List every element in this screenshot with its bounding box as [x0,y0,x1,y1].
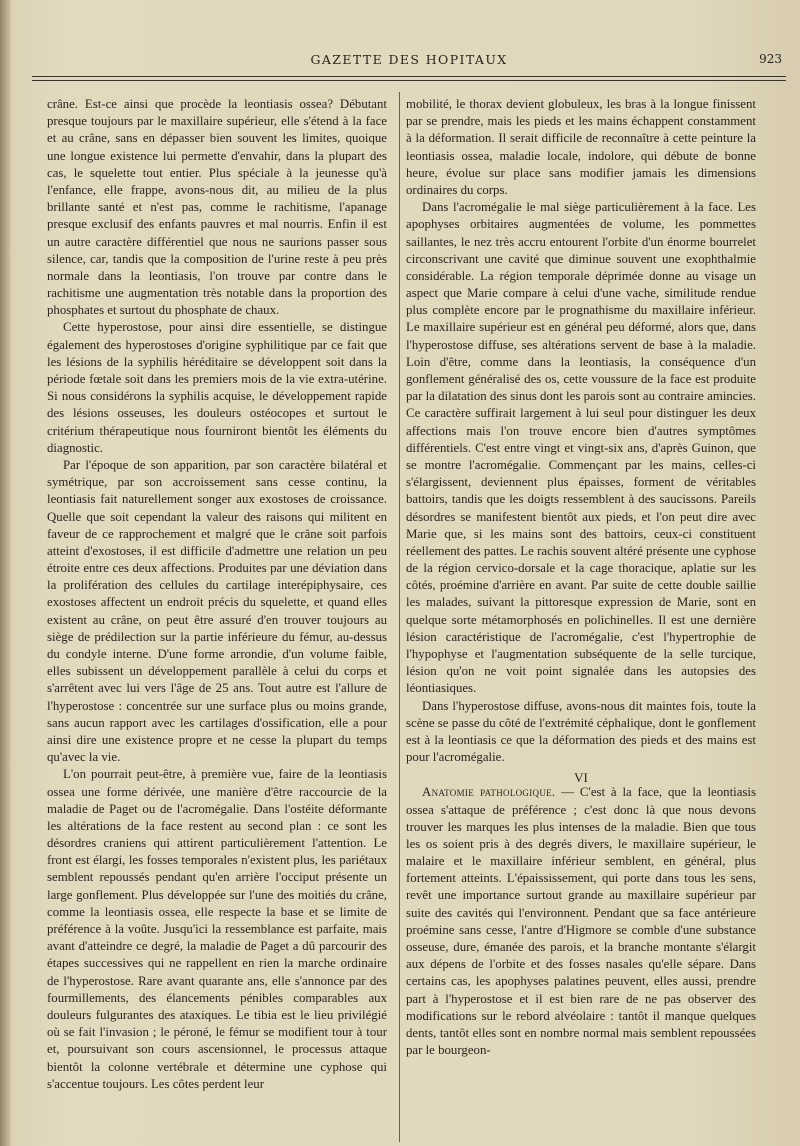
paragraph: Par l'époque de son apparition, par son caractère bilatéral et symétrique, par son accroissement sans cesse continu, la leontiasis fait naturellement songer aux exostoses de croissance. Quelle que soit cependant la valeur des raisons qui militent en faveur de ce rapprochement et malgré que le crâne soit parfois atteint d'exostoses, il est difficile d'admettre une relation un peu étroite entre ces deux affections. Produites par une déviation dans la prolifération des cellules du cartilage interépiphysaire, ces exostoses affectent un endroit précis du squelette, et quand elles existent au crâne, on peut être assuré d'en trouver toujours au siège de prédilection sur la partie inférieure du fémur, au-dessus du condyle interne. D'une forme arrondie, d'un volume faible, elles subissent un développement parallèle à celui du corps et s'arrêtent avec lui vers l'âge de 25 ans. Tout autre est l'allure de l'hyperostose : concentrée sur une surface plus ou moins grande, sans aucun rapport avec les cartilages d'ossification, elle a pour ainsi dire une existence propre et ne cesse la plupart du temps qu'avec la vie. [47,457,387,765]
paragraph: L'on pourrait peut-être, à première vue, faire de la leontiasis ossea une forme dérivée, une manière d'être raccourcie de la maladie de Paget ou de l'acromégalie. Dans l'ostéite déformante les altérations de la face restent au second plan : ce sont les désordres craniens qui attirent particulièrement l'attention. Le front est élargi, les fosses temporales n'existent plus, les pariétaux semblent repoussés pendant qu'en arrière l'occiput présente un large gonflement. Plus développée sur l'une des moitiés du crâne, comme la leontiasis ossea, elle respecte la base et se limite de préférence à la voûte. Jusqu'ici la ressemblance est parfaite, mais avant d'atteindre ce degré, la maladie de Paget a dû parcourir des étapes successives qui ne rappellent en rien la marche ordinaire de l'hyperostose. Rare avant quarante ans, elle s'annonce par des fourmillements, des élancements pénibles comparables aux douleurs fulgurantes des ataxiques. Le tibia est le lieu privilégié où se fait l'invasion ; le péroné, le fémur se modifient tour à tour et, poursuivant son cours ascensionnel, le processus attaque bientôt la colonne vertébrale et détermine une cyphose qui s'accentue toujours. Les côtes perdent leur [47,767,387,1091]
page-number: 923 [759,52,782,66]
column-divider [399,92,400,1142]
paragraph: mobilité, le thorax devient globuleux, les bras à la longue finissent par se prendre, mais les pieds et les mains échappent constamment à la déformation. Il serait difficile de reconnaître à cette peinture la leontiasis ossea, maladie locale, indolore, qui débute de bonne heure, évolue sur place sans modifier jamais les dimensions ordinaires du corps. [406,97,756,197]
section-paragraph [406,784,756,1059]
paragraph: Cette hyperostose, pour ainsi dire essentielle, se distingue également des hyperostoses d'origine syphilitique par ce fait que les lésions de la syphilis héréditaire se développent soit dans la période fœtale soit dans les premiers mois de la vie extra-utérine. Si nous considérons la syphilis acquise, le développement rapide des lésions osseuses, les douleurs ostéocopes et surtout le critérium thérapeutique nous fourniront bientôt les éléments du diagnostic. [47,320,387,455]
running-title: GAZETTE DES HOPITAUX [310,52,508,67]
page-header [32,52,786,72]
paragraph: Dans l'hyperostose diffuse, avons-nous dit maintes fois, toute la scène se passe du côté de l'extrémité céphalique, dont le gonflement est à la leontiasis ce que la déformation des pieds et des mains est pour l'acromégalie. [406,698,756,765]
section-number: VI [574,770,588,786]
left-column [47,96,387,1093]
right-column [406,96,756,1059]
header-rule [32,76,786,77]
paragraph: crâne. Est-ce ainsi que procède la leontiasis ossea? Débutant presque toujours par le maxillaire supérieur, elle s'étend à la face et au crâne, sans en dépasser bien souvent les limites, quoique une longue existence lui permette d'envahir, dans la plupart des cas, le squelette tout entier. Plus spéciale à la jeunesse qu'à l'enfance, elle frappe, avons-nous dit, au milieu de la plus brillante santé et n'est pas, comme le rachitisme, l'apanage presque exclusif des enfants pauvres et mal nourris. Enfin il est un autre caractère différentiel que nous ne saurions passer sous silence, car, tandis que la composition de l'urine reste à peu près normale dans la leontiasis, l'on trouve par contre dans le rachitisme une augmentation très notable dans la proportion des phosphates et surtout du phosphate de chaux. [47,97,387,318]
section-heading: Anatomie pathologique. [422,785,556,800]
header-rule-thin [32,80,786,81]
section-body: — C'est à la face, que la leontiasis ossea s'attaque de préférence ; c'est donc là que nous devons trouver les marques les plus intenses de la maladie. Bien que tous les os soient pris à des degrés divers, le maxillaire supérieur, le malaire et le maxillaire inférieur semblent, en général, plus fortement atteints. L'épaississement, qui porte dans tous les sens, revêt une importance surtout grande au maxillaire supérieur par suite des cavités qui l'environnent. Pendant que sa face antérieure proémine sans cesse, l'antre d'Higmore se comble d'une substance osseuse, dure, émanée des parois, et la branche montante s'élargit aux dépens de l'orbite et des fosses nasales qu'elle sépare. Dans certains cas, les apophyses palatines peuvent, elles aussi, prendre part à l'hyperostose et il est bien rare de ne pas observer des modifications sur le rebord alvéolaire : tantôt il manque quelques dents, tantôt elles sont en nombre normal mais semblent repoussées par le bourgeon- [406,785,756,1058]
paragraph: Dans l'acromégalie le mal siège particulièrement à la face. Les apophyses orbitaires augmentées de volume, les pommettes saillantes, le nez très accru entourent l'orbite d'un énorme bourrelet circonscrivant une cavité que diminue souvent une exophthalmie considérable. La région temporale déprimée donne au visage un aspect que Marie compare à celui d'une vache, similitude rendue plus complète encore par le prognathisme du maxillaire inférieur. Le maxillaire supérieur est en général peu déformé, alors que, dans l'hyperostose diffuse, ses altérations servent de base à la maladie. Loin d'être, comme dans la leontiasis, la conséquence d'un gonflement généralisé des os, cette voussure de la face est produite par la dilatation des sinus dont les parois sont au contraire amincies. Ce caractère suffirait largement à lui seul pour distinguer les deux affections mais l'on trouve encore bien d'autres symptômes différentiels. C'est entre vingt et vingt-six ans, d'après Guinon, que se montre l'acromégalie. Commençant par les mains, celles-ci s'élargissent, deviennent plus épaisses, forment de véritables battoirs, tandis que les doigts ressemblent à des saucissons. Pareils désordres se manifestent bientôt aux pieds, et l'on peut dire avec Marie que, si les mains sont des battoirs, ceux-ci constituent réellement des pattes. Le rachis souvent altéré présente une cyphose de la région cervico-dorsale et la cage thoracique, aplatie sur les côtés, proémine d'arrière en avant. Par suite de cette double saillie les malades, suivant la pittoresque expression de Marie, sont en quelque sorte métamorphosés en polichinelles. Il est une dernière lésion caractéristique de l'acromégalie, c'est l'hypertrophie de l'hypophyse et l'augmentation subséquente de la selle turcique, lésion qu'on ne voit point signalée dans les autopsies des léontiasiques. [406,200,756,696]
book-spine-edge [0,0,10,1146]
